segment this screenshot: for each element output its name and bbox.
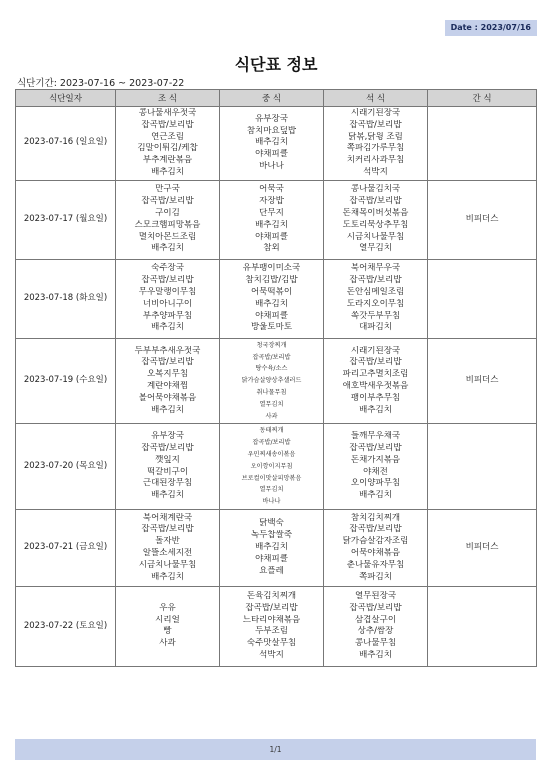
menu-item: 열무된장국 (354, 591, 397, 602)
menu-item: 청국장찌개 (256, 341, 287, 349)
menu-item: 바나나 (262, 498, 281, 506)
menu-item: 숙주맛살무침 (246, 638, 297, 649)
menu-cell-snack (428, 259, 537, 338)
table-row (16, 180, 537, 259)
menu-item: 사과 (265, 412, 278, 420)
menu-period: 식단기간: 2023-07-16 ~ 2023-07-22 (17, 78, 185, 89)
menu-cell-lunch (220, 107, 324, 181)
menu-item: 떡갈비구이 (146, 466, 189, 477)
menu-item: 잡곡밥/보리밥 (141, 275, 194, 286)
menu-item: 배추김치 (151, 404, 184, 415)
menu-cell-dinner (324, 259, 428, 338)
menu-cell-snack (428, 180, 537, 259)
table-row (16, 509, 537, 586)
menu-item: 배추김치 (151, 166, 184, 177)
menu-item: 느타리야채볶음 (242, 614, 301, 625)
menu-cell-breakfast (116, 424, 220, 510)
menu-item: 너비아니구이 (142, 298, 193, 309)
menu-item: 배추김치 (359, 650, 392, 661)
menu-item: 돌자반 (155, 536, 180, 547)
menu-cell-dinner (324, 180, 428, 259)
menu-item: 잡곡밥/보리밥 (349, 196, 402, 207)
menu-item: 삼겹살구이 (354, 614, 397, 625)
menu-item: 치커리사과무침 (346, 155, 405, 166)
menu-item: 열무김치 (259, 486, 284, 494)
menu-item: 닭백숙 (259, 518, 284, 529)
menu-item: 참치김밥/김밥 (245, 275, 298, 286)
menu-item: 돈육김치찌개 (246, 591, 297, 602)
menu-item: 북어채무우국 (350, 263, 401, 274)
menu-item: 잡곡밥/보리밥 (245, 602, 298, 613)
menu-cell-dinner (324, 586, 428, 666)
menu-item: 단무지 (259, 207, 284, 218)
menu-item: 참치김치찌개 (350, 512, 401, 523)
menu-cell-breakfast (116, 180, 220, 259)
menu-item: 열무김치 (359, 243, 392, 254)
menu-item: 닭가슴살양상추샐러드 (241, 377, 302, 385)
menu-item: 김말이튀김/케찹 (137, 143, 198, 154)
menu-item: 잡곡밥/보리밥 (349, 119, 402, 130)
page-title: 식단표 정보 (234, 55, 318, 74)
menu-item: 잡곡밥/보리밥 (141, 357, 194, 368)
menu-cell-dinner (324, 424, 428, 510)
menu-item: 잡곡밥/보리밥 (141, 196, 194, 207)
menu-item: 비피더스 (465, 542, 499, 553)
table-row (16, 424, 537, 510)
menu-date: 2023-07-22 (토요일) (16, 586, 116, 666)
menu-date: 2023-07-21 (금요일) (16, 509, 116, 586)
menu-item: 닭볶,닭윙 조림 (348, 131, 403, 142)
table-row (16, 259, 537, 338)
menu-item: 비피더스 (465, 213, 499, 224)
menu-item: 야채전 (363, 466, 388, 477)
menu-item: 잡곡밥/보리밥 (252, 353, 291, 361)
menu-item: 야채피클 (255, 310, 288, 321)
menu-item: 녹두찹쌀죽 (250, 530, 293, 541)
menu-item: 오이깡이지무침 (250, 462, 293, 470)
menu-item: 계란야채찜 (146, 381, 189, 392)
menu-item: 잡곡밥/보리밥 (349, 524, 402, 535)
menu-item: 배추김치 (359, 404, 392, 415)
menu-item: 상추/쌈장 (357, 626, 394, 637)
menu-item: 어묵국 (259, 184, 284, 195)
menu-item: 콩나물무침 (354, 638, 397, 649)
menu-item: 북어채계란국 (142, 512, 193, 523)
menu-item: 도라지오이무침 (346, 298, 405, 309)
menu-item: 우유 (159, 602, 176, 613)
menu-item: 석박지 (259, 650, 284, 661)
menu-item: 근대된장무침 (142, 478, 193, 489)
menu-cell-snack (428, 107, 537, 181)
menu-cell-snack (428, 509, 537, 586)
menu-item: 비피더스 (465, 375, 499, 386)
menu-item: 들깨무우채국 (350, 431, 401, 442)
menu-cell-breakfast (116, 259, 220, 338)
menu-body (16, 107, 537, 667)
menu-table (15, 89, 537, 667)
menu-item: 어묵떡볶이 (250, 286, 293, 297)
menu-item: 배추김치 (359, 490, 392, 501)
menu-item: 배추김치 (255, 542, 288, 553)
menu-cell-lunch (220, 259, 324, 338)
menu-item: 어묵야채볶음 (350, 547, 401, 558)
menu-item: 배추김치 (255, 137, 288, 148)
menu-item: 잡곡밥/보리밥 (252, 439, 291, 447)
menu-item: 두부부추새우젓국 (134, 345, 201, 356)
col-header-date: 식단일자 (16, 90, 116, 107)
menu-cell-lunch (220, 586, 324, 666)
menu-item: 유부장국 (151, 431, 184, 442)
menu-item: 시리얼 (155, 614, 180, 625)
menu-cell-snack (428, 338, 537, 424)
menu-item: 만구국 (155, 184, 180, 195)
menu-cell-snack (428, 586, 537, 666)
menu-item: 오이양파무침 (350, 478, 401, 489)
menu-item: 구이김 (155, 207, 180, 218)
menu-item: 쏙갓두부무침 (350, 310, 401, 321)
col-header-lunch: 중 식 (220, 90, 324, 107)
menu-item: 숙주장국 (151, 263, 184, 274)
menu-item: 쪽파김가루무침 (346, 143, 405, 154)
menu-item: 파리고추멸치조림 (342, 369, 409, 380)
col-header-breakfast: 조 식 (116, 90, 220, 107)
menu-item: 잡곡밥/보리밥 (349, 357, 402, 368)
menu-item: 콩나물새우젓국 (138, 108, 197, 118)
header-row (16, 90, 537, 107)
menu-item: 참치마요덮밥 (246, 125, 297, 136)
menu-item: 무우말랭이무침 (138, 286, 197, 297)
menu-item: 오복지무침 (146, 369, 189, 380)
menu-item: 요플레 (259, 565, 284, 576)
menu-item: 배추김치 (255, 219, 288, 230)
menu-item: 배추김치 (255, 298, 288, 309)
menu-date: 2023-07-16 (일요일) (16, 107, 116, 181)
menu-item: 부추계란볶음 (142, 155, 193, 166)
menu-cell-dinner (324, 509, 428, 586)
menu-item: 콩나물김치국 (350, 184, 401, 195)
menu-item: 빵 (163, 626, 172, 637)
menu-item: 춘나물유자무침 (346, 559, 405, 570)
menu-item: 배추김치 (151, 322, 184, 333)
menu-cell-dinner (324, 107, 428, 181)
menu-item: 유부장국 (255, 113, 288, 124)
col-header-dinner: 석 식 (324, 90, 428, 107)
menu-item: 잡곡밥/보리밥 (349, 275, 402, 286)
menu-cell-lunch (220, 180, 324, 259)
menu-item: 부추양파무침 (142, 310, 193, 321)
menu-cell-dinner (324, 338, 428, 424)
menu-item: 유부팽이미소국 (242, 263, 301, 274)
menu-item: 배추김치 (151, 490, 184, 501)
date-badge: Date : 2023/07/16 (445, 20, 537, 36)
menu-item: 연근조림 (151, 131, 184, 142)
menu-cell-lunch (220, 509, 324, 586)
menu-item: 석박지 (363, 166, 388, 177)
menu-date: 2023-07-19 (수요일) (16, 338, 116, 424)
menu-item: 도토리묵상추무침 (342, 219, 409, 230)
menu-item: 닭가슴살감자조림 (342, 536, 409, 547)
menu-item: 쪽파김치 (359, 571, 392, 582)
menu-item: 두부조림 (255, 626, 288, 637)
col-header-snack: 간 식 (428, 90, 537, 107)
table-row (16, 586, 537, 666)
menu-item: 깻잎지 (155, 454, 180, 465)
menu-item: 시래기된장국 (350, 108, 401, 118)
menu-item: 취나물무침 (256, 388, 287, 396)
menu-item: 잡곡밥/보리밥 (141, 119, 194, 130)
menu-item: 멸치아몬드조림 (138, 231, 197, 242)
menu-cell-breakfast (116, 586, 220, 666)
menu-item: 시래기된장국 (350, 345, 401, 356)
menu-item: 볼어묵야채볶음 (138, 392, 197, 403)
menu-item: 야채피클 (255, 553, 288, 564)
menu-item: 돈안심메일조림 (346, 286, 405, 297)
menu-item: 사과 (159, 638, 176, 649)
menu-cell-lunch (220, 424, 324, 510)
menu-cell-breakfast (116, 107, 220, 181)
table-row (16, 107, 537, 181)
menu-item: 열무김치 (259, 400, 284, 408)
menu-item: 자장밥 (259, 196, 284, 207)
menu-item: 애호박새우젓볶음 (342, 381, 409, 392)
menu-item: 팽이부추무침 (350, 392, 401, 403)
menu-item: 동태찌개 (259, 427, 284, 435)
menu-item: 바나나 (259, 161, 284, 172)
menu-date: 2023-07-20 (목요일) (16, 424, 116, 510)
menu-item: 우민찌새송이볶음 (247, 450, 296, 458)
menu-item: 참외 (263, 243, 280, 254)
menu-cell-breakfast (116, 338, 220, 424)
menu-item: 배추김치 (151, 243, 184, 254)
menu-item: 돈채목이버섯볶음 (342, 207, 409, 218)
menu-item: 알뜰소세지전 (142, 547, 193, 558)
menu-item: 대파김치 (359, 322, 392, 333)
menu-item: 잡곡밥/보리밥 (141, 443, 194, 454)
menu-item: 잡곡밥/보리밥 (349, 443, 402, 454)
menu-cell-breakfast (116, 509, 220, 586)
menu-item: 브로컬이맛살피망볶음 (241, 474, 302, 482)
menu-date: 2023-07-17 (월요일) (16, 180, 116, 259)
menu-cell-snack (428, 424, 537, 510)
table-row (16, 338, 537, 424)
menu-item: 탕수육/소스 (255, 365, 288, 373)
menu-item: 야채피클 (255, 149, 288, 160)
menu-item: 배추김치 (151, 571, 184, 582)
menu-item: 스모크햄피망볶음 (134, 219, 201, 230)
page-footer: 1/1 (15, 739, 536, 760)
menu-item: 야채피클 (255, 231, 288, 242)
menu-item: 시금치나물무침 (138, 559, 197, 570)
menu-cell-lunch (220, 338, 324, 424)
menu-item: 방울토마토 (250, 322, 293, 333)
menu-item: 돈채가지볶음 (350, 454, 401, 465)
menu-item: 잡곡밥/보리밥 (141, 524, 194, 535)
menu-item: 잡곡밥/보리밥 (349, 602, 402, 613)
menu-date: 2023-07-18 (화요일) (16, 259, 116, 338)
menu-item: 시금치나물무침 (346, 231, 405, 242)
